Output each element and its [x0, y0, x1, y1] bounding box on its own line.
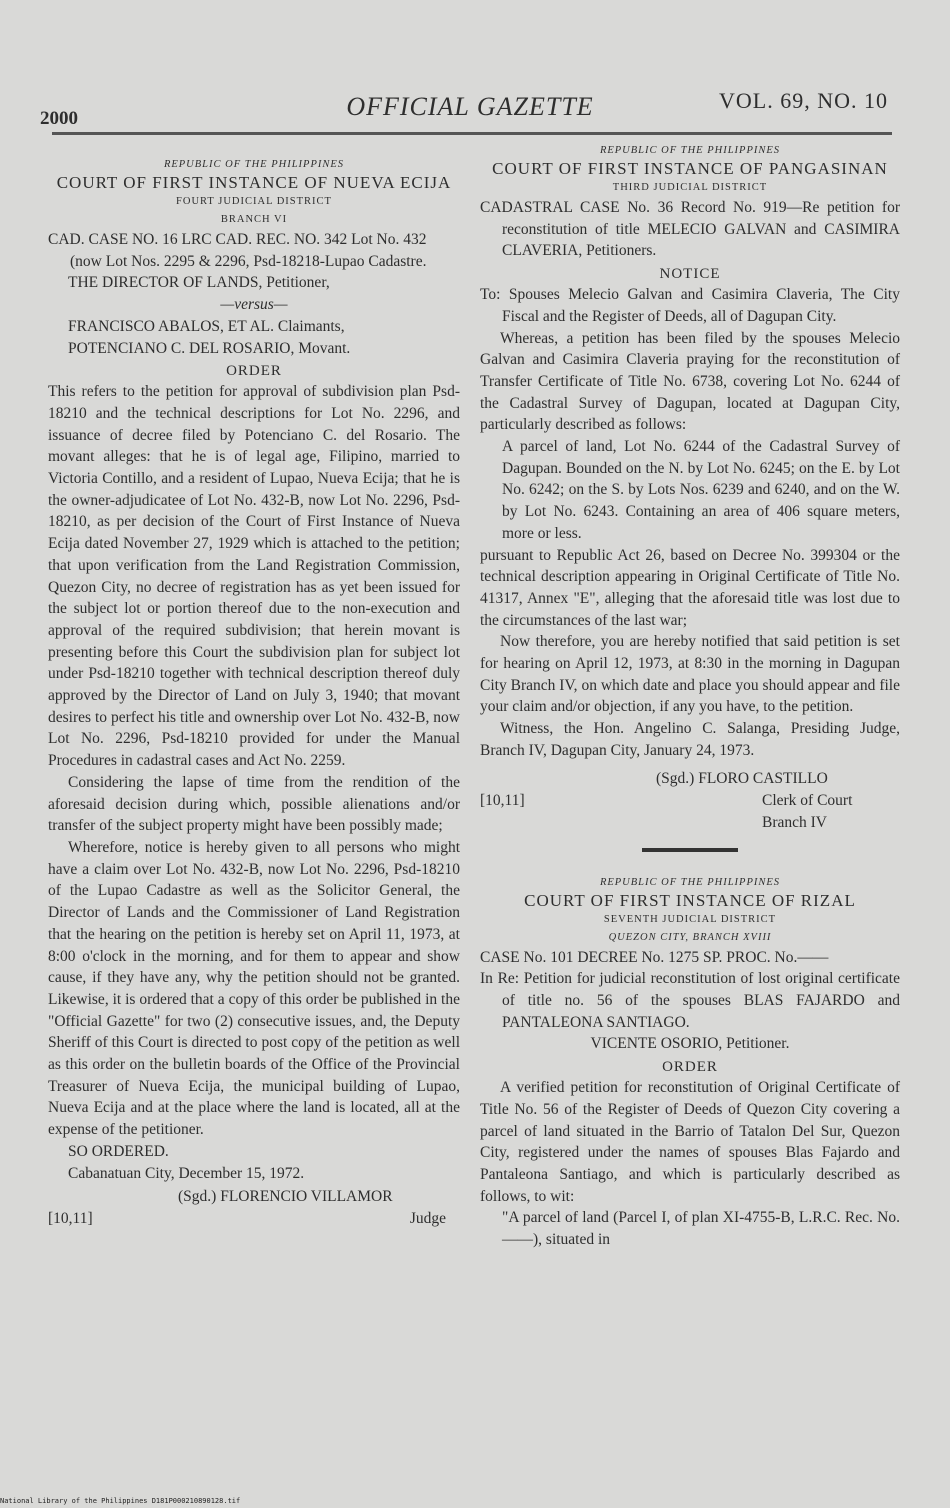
signature-block	[480, 762, 900, 830]
versus-line: —versus—	[220, 296, 288, 314]
signer-title: Clerk of Court	[762, 791, 853, 809]
in-re-caption: In Re: Petition for judicial reconstitution of lost original certificate of title no. 56 of the spouses BLAS FAJARDO and PANTALEONA SANTIAGO.	[480, 970, 900, 1031]
district-heading: FOURT JUDICIAL DISTRICT	[176, 196, 332, 207]
notice-paragraph: pursuant to Republic Act 26, based on Decree No. 399304 or the technical description appearing in Original Certificate of Title No. 41317, Annex "E", alleging that the aforesaid title was lost due to the circumstances of the last war;	[480, 546, 900, 629]
order-paragraph: A verified petition for reconstitution of Original Certificate of Title No. 56 of the Register of Deeds of Quezon City covering a parcel of land situated in the Barrio of Tatalon Del Sur, Quezon City, registered under the names of spouses Blas Fajardo and Pantaleona Santiago, and which is particularly described as follows, to wit:	[480, 1079, 900, 1205]
branch-heading: QUEZON CITY, BRANCH XVIII	[608, 931, 772, 943]
movant-line: POTENCIANO C. DEL ROSARIO, Movant.	[68, 339, 351, 357]
section-divider	[642, 848, 738, 852]
signer-title: Judge	[409, 1210, 446, 1228]
notice-paragraph: Whereas, a petition has been filed by the spouses Melecio Galvan and Casimira Claveria praying for the reconstitution of Transfer Certificate of Title No. 6738, covering Lot No. 6244 of the Cadastral Survey of Dagupan, located at Dagupan City, particularly described as follows:	[480, 329, 900, 434]
district-heading: THIRD JUDICIAL DISTRICT	[612, 182, 768, 193]
petitioner-line: THE DIRECTOR OF LANDS, Petitioner,	[68, 274, 330, 292]
republic-heading: REPUBLIC OF THE PHILIPPINES	[599, 145, 781, 156]
order-paragraph: Considering the lapse of time from the rendition of the aforesaid decision during which, possible alienations and/or transfer of the subject property might have been possibly made;	[48, 773, 460, 835]
signature-name: (Sgd.) FLORO CASTILLO	[656, 769, 828, 787]
signature-block	[48, 1184, 460, 1250]
notice-paragraph: Now therefore, you are hereby notified that said petition is set for hearing on April 12, 1973, at 8:30 in the morning in Dagupan City Branch IV, on which date and place you should appear and file your claim and/or objection, if any you have, to the petition.	[480, 633, 900, 716]
issue-reference: [10,11]	[48, 1210, 93, 1228]
order-paragraph: Wherefore, notice is hereby given to all persons who might have a claim over Lot No. 432-B, now Lot No. 2296, Psd-18210 of the Lupao Cadastre as well as the Solicitor General, the Director of Lands and the Commissioner of Land Registration that the hearing on the petition is hereby set on April 11, 1973, at 8:00 o'clock in the morning, and for them to appear and show cause, if they have any, why the petition should not be granted. Likewise, it is ordered that a copy of this order be published in the "Official Gazette" for two (2) consecutive issues, and, the Deputy Sheriff of this Court is directed to post copy of the petition as well as this order on the bulletin boards of the Office of the Provincial Treasurer of Nueva Ecija, the municipal building of Lupao, Nueva Ecija and at the place where the land is located, all at the expense of the petitioner.	[48, 838, 460, 1139]
signer-branch: Branch IV	[762, 813, 827, 831]
scan-footer: National Library of the Philippines D181P000210890128.tif	[0, 1497, 241, 1505]
district-heading: SEVENTH JUDICIAL DISTRICT	[603, 913, 777, 925]
left-column	[48, 156, 460, 1250]
republic-heading: REPUBLIC OF THE PHILIPPINES	[163, 159, 345, 170]
volume-number: VOL. 69, NO. 10	[719, 88, 888, 113]
page-number: 2000	[40, 108, 78, 129]
place-date: Cabanatuan City, December 15, 1972.	[68, 1164, 305, 1182]
branch-heading: BRANCH VI	[220, 214, 288, 225]
court-heading: COURT OF FIRST INSTANCE OF RIZAL	[524, 890, 856, 910]
land-description: A parcel of land, Lot No. 6244 of the Cadastral Survey of Dagupan. Bounded on the N. by Lot No. 6245; on the E. by Lot No. 6242; on the S. by Lots Nos. 6239 and 6240, and on the W. by Lot No. 6243. Containing an area of 406 square meters, more or less.	[502, 438, 900, 542]
court-heading: COURT OF FIRST INSTANCE OF PANGASINAN	[492, 159, 888, 178]
case-caption: CADASTRAL CASE No. 36 Record No. 919—Re petition for reconstitution of title MELECIO GALVAN and CASIMIRA CLAVERIA, Petitioners.	[480, 199, 900, 260]
notice-heading: NOTICE	[659, 266, 721, 283]
claimants-line: FRANCISCO ABALOS, ET AL. Claimants,	[68, 317, 345, 335]
order-heading: ORDER	[662, 1059, 718, 1076]
order-paragraph: This refers to the petition for approval of subdivision plan Psd-18210 and the technical descriptions for Lot No. 2296, and issuance of decree filed by Potenciano C. del Rosario. The movant alleges: that he is of legal age, Filipino, married to Victoria Contillo, and a resident of Lupao, Nueva Ecija; that he is the owner-adjudicatee of Lot No. 432-B, now Lot No. 2296, Psd-18210, as per decision of the Court of First Instance of Nueva Ecija dated November 27, 1929 which is attached to the petition; that upon verification from the Land Registration Commission, Quezon City, no decree of registration has as yet been issued for the subject lot or portion thereof due to the non-execution and approval of the required subdivision; that herein movant is presenting before this Court the subdivision plan for subject lot under Psd-18210 together with technical description thereof duly approved by the Director of Land on July 3, 1940; that movant desires to perfect his title and ownership over Lot No. 432-B, now Lot No. 2296, Psd-18210 provided for under the Manual Procedures in cadastral cases and Act No. 2259.	[48, 383, 460, 770]
order-heading: ORDER	[226, 363, 282, 380]
header-rule	[52, 132, 892, 135]
court-heading: COURT OF FIRST INSTANCE OF NUEVA ECIJA	[56, 173, 452, 192]
notice-addressees: To: Spouses Melecio Galvan and Casimira Claveria, The City Fiscal and the Register of Deeds, all of Dagupan City.	[480, 286, 900, 325]
so-ordered: SO ORDERED.	[68, 1142, 169, 1160]
case-caption: CAD. CASE NO. 16 LRC CAD. REC. NO. 342 Lot No. 432 (now Lot Nos. 2295 & 2296, Psd-18218-Lupao Cadastre.	[48, 231, 427, 270]
petitioner-line: VICENTE OSORIO, Petitioner.	[590, 1035, 790, 1053]
right-column	[480, 142, 900, 1251]
republic-heading: REPUBLIC OF THE PHILIPPINES	[599, 876, 781, 888]
case-caption: CASE No. 101 DECREE No. 1275 SP. PROC. No.——	[480, 948, 829, 966]
signature-name: (Sgd.) FLORENCIO VILLAMOR	[178, 1188, 393, 1206]
page-header	[40, 84, 900, 129]
notice-paragraph: Witness, the Hon. Angelino C. Salanga, Presiding Judge, Branch IV, Dagupan City, January 24, 1973.	[480, 720, 900, 759]
land-description-quote: "A parcel of land (Parcel I, of plan XI-4755-B, L.R.C. Rec. No.——), situated in	[502, 1209, 900, 1249]
gazette-title: OFFICIAL GAZETTE	[346, 92, 594, 121]
issue-reference: [10,11]	[480, 791, 525, 809]
